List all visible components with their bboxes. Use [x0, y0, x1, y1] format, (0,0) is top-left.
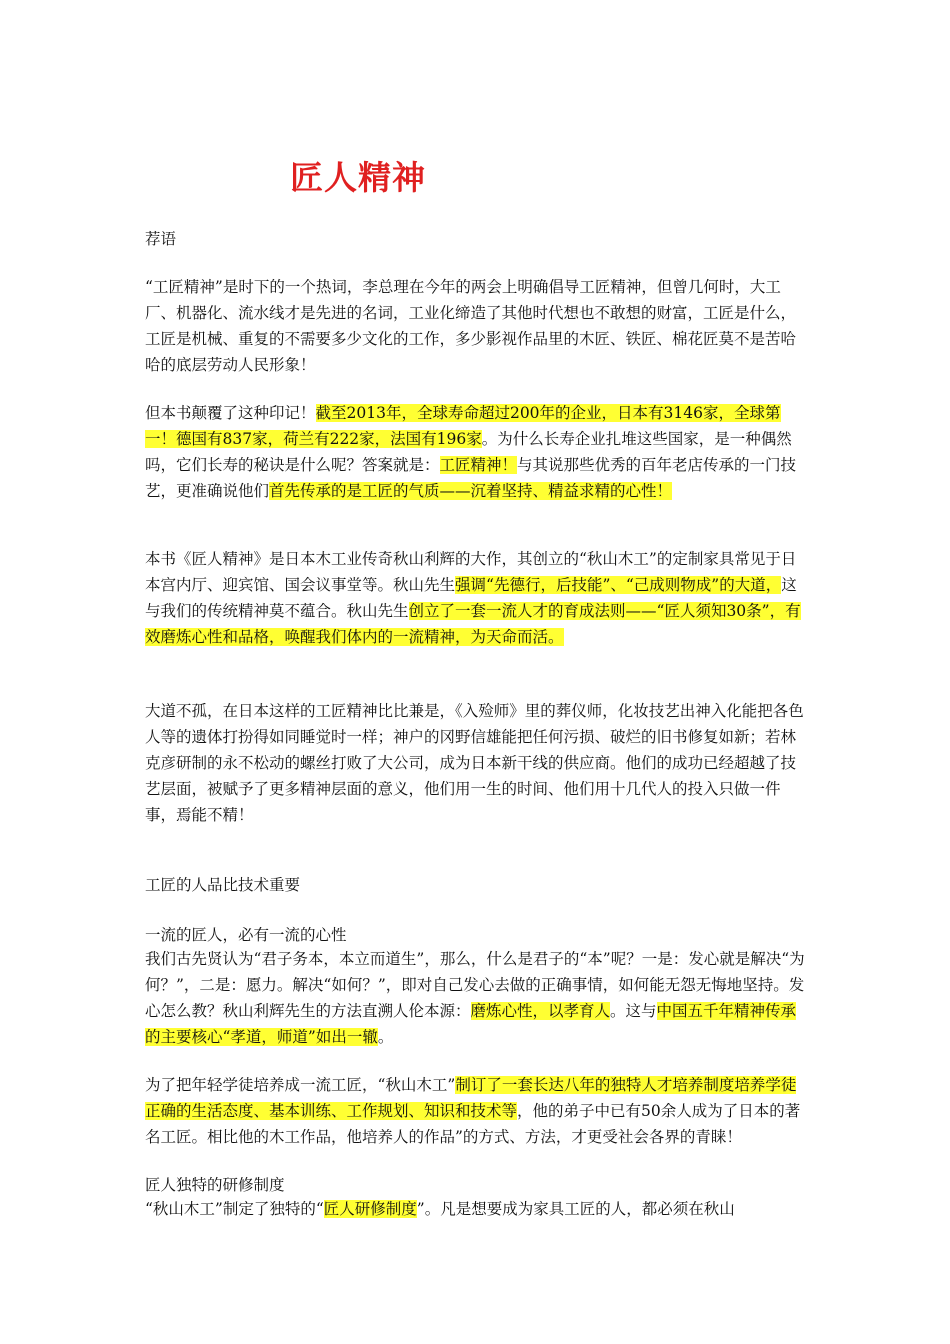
text-run: 本书《匠人精神》是日本木工业传奇秋山利辉的大作，其创立的“秋山木工”的定制家具常见于日本宫内厅、迎宾馆、国会议事堂等。秋山先生 [145, 550, 797, 594]
text-run: 与其说那些优秀的百年老店传承的一门技艺，更准确说他们 [145, 456, 797, 500]
paragraph-training [145, 1072, 810, 1150]
highlight-run: 截至2013年，全球寿命超过200年的企业，日本有3146家，全球第一！德国有837家，荷兰有222家，法国有196家 [145, 404, 781, 448]
paragraph-book [145, 546, 810, 650]
highlight-run: 工匠精神！ [439, 456, 518, 474]
paragraph-mindset [145, 946, 810, 1050]
section-heading: 工匠的人品比技术重要 [145, 876, 301, 894]
text-run: ”。凡是想要成为家具工匠的人，都必须在秋山 [416, 1200, 735, 1218]
highlight-run: 首先传承的是工匠的气质——沉着坚持、精益求精的心性！ [269, 482, 673, 500]
paragraph-longevity [145, 400, 810, 504]
text-run: 但本书颠覆了这种印记！ [145, 404, 316, 422]
text-run: 。为什么长寿企业扎堆这些国家，是一种偶然吗，它们长寿的秘诀是什么呢？答案就是： [145, 430, 792, 474]
text-run: 这与我们的传统精神莫不蕴合。秋山先生 [145, 576, 797, 620]
highlight-run: 创立了一套一流人才的育成法则——“匠人须知30条”，有效磨炼心性和品格，唤醒我们体内的一流精神，为天命而活。 [145, 602, 801, 646]
recommend-label: 荐语 [145, 230, 177, 248]
text-run: 。 [377, 1028, 394, 1046]
paragraph-japan-examples: 大道不孤，在日本这样的工匠精神比比兼是，《入殓师》里的葬仪师，化妆技艺出神入化能把各色人等的遗体打扮得如同睡觉时一样；神户的冈野信雄能把任何污损、破烂的旧书修复如新；若林克彦研制的永不松动的螺丝打败了大公司，成为日本新干线的供应商。他们的成功已经超越了技艺层面，被赋予了更多精神层面的意义，他们用一生的时间、他们用十几代人的投入只做一件事，焉能不精！ [145, 702, 804, 824]
subheading-mindset: 一流的匠人，必有一流的心性 [145, 926, 347, 944]
paragraph-intro: “工匠精神”是时下的一个热词，李总理在今年的两会上明确倡导工匠精神，但曾几何时，大工厂、机器化、流水线才是先进的名词，工业化缔造了其他时代想也不敢想的财富，工匠是什么，工匠是机械、重复的不需要多少文化的工作，多少影视作品里的木匠、铁匠、棉花匠莫不是苦哈哈的底层劳动人民形象！ [145, 278, 797, 374]
subheading-training-system: 匠人独特的研修制度 [145, 1176, 285, 1194]
highlight-run: 强调“先德行，后技能”、“己成则物成”的大道， [455, 576, 782, 594]
highlight-run: 中国五千年精神传承的主要核心“孝道，师道”如出一辙 [145, 1002, 797, 1046]
highlight-run: 磨炼心性，以孝育人 [470, 1002, 611, 1020]
highlight-run: 匠人研修制度 [323, 1200, 417, 1218]
paragraph-training-system [145, 1196, 810, 1222]
text-run: ，他的弟子中已有50余人成为了日本的著名工匠。相比他的木工作品，他培养人的作品”的方式、方法，才更受社会各界的青睐！ [145, 1102, 801, 1146]
document-title: 匠人精神 [290, 158, 426, 197]
text-run: 我们古先贤认为“君子务本，本立而道生”，那么，什么是君子的“本”呢？一是：发心就是解决“为何？”，二是：愿力。解决“如何？”，即对自己发心去做的正确事情，如何能无怨无悔地坚持。发心怎么教？秋山利辉先生的方法直溯人伦本源： [145, 950, 805, 1020]
highlight-run: 制订了一套长达八年的独特人才培养制度培养学徒正确的生活态度、基本训练、工作规划、知识和技术等 [145, 1076, 797, 1120]
text-run: 为了把年轻学徒培养成一流工匠，“秋山木工” [145, 1076, 456, 1094]
text-run: 。这与 [610, 1002, 657, 1020]
text-run: “秋山木工”制定了独特的“ [145, 1200, 324, 1218]
